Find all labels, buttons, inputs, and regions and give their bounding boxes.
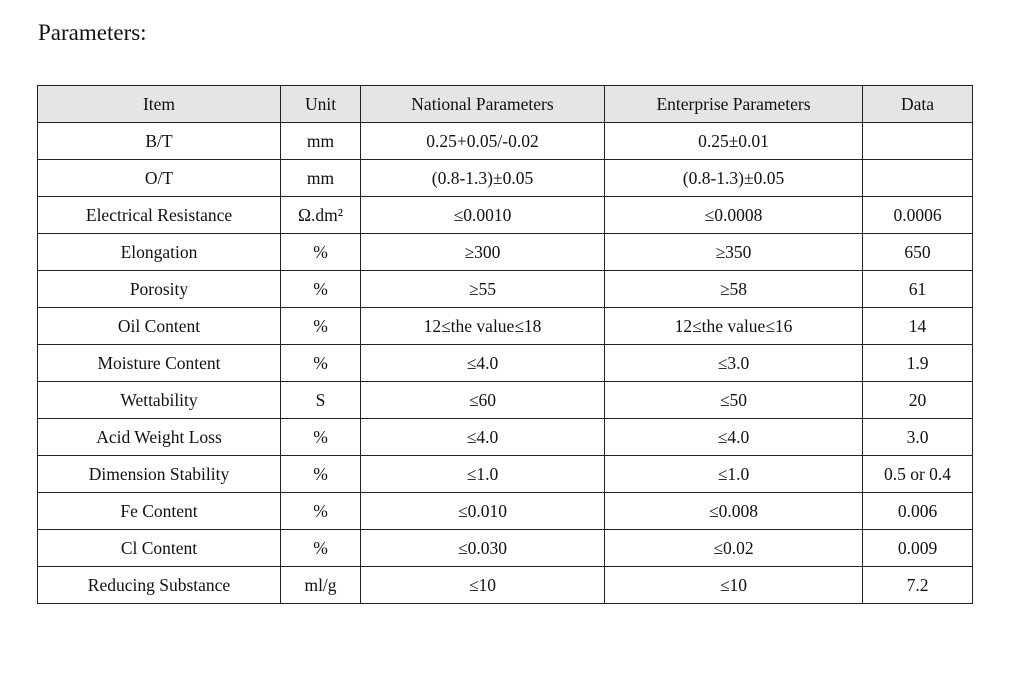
table-row	[38, 530, 973, 567]
cell-data: 20	[863, 382, 973, 419]
cell-enterprise: ≤0.02	[605, 530, 863, 567]
cell-enterprise: 12≤the value≤16	[605, 308, 863, 345]
header-data: Data	[863, 86, 973, 123]
cell-item: Moisture Content	[38, 345, 281, 382]
cell-data: 61	[863, 271, 973, 308]
cell-national: ≤0.0010	[361, 197, 605, 234]
cell-national: ≤4.0	[361, 345, 605, 382]
cell-enterprise: ≥58	[605, 271, 863, 308]
cell-unit: %	[281, 530, 361, 567]
cell-enterprise: (0.8-1.3)±0.05	[605, 160, 863, 197]
cell-enterprise: ≤3.0	[605, 345, 863, 382]
cell-data: 7.2	[863, 567, 973, 604]
cell-item: Dimension Stability	[38, 456, 281, 493]
cell-enterprise: ≤4.0	[605, 419, 863, 456]
cell-data: 650	[863, 234, 973, 271]
cell-enterprise: 0.25±0.01	[605, 123, 863, 160]
cell-item: Electrical Resistance	[38, 197, 281, 234]
cell-enterprise: ≥350	[605, 234, 863, 271]
cell-item: Wettability	[38, 382, 281, 419]
cell-item: Reducing Substance	[38, 567, 281, 604]
cell-unit: Ω.dm²	[281, 197, 361, 234]
cell-national: ≤0.030	[361, 530, 605, 567]
cell-item: O/T	[38, 160, 281, 197]
cell-national: ≤0.010	[361, 493, 605, 530]
parameters-table	[37, 85, 973, 604]
cell-unit: %	[281, 271, 361, 308]
cell-national: 12≤the value≤18	[361, 308, 605, 345]
table-row	[38, 197, 973, 234]
cell-item: Porosity	[38, 271, 281, 308]
cell-unit: %	[281, 419, 361, 456]
cell-national: 0.25+0.05/-0.02	[361, 123, 605, 160]
table-row	[38, 271, 973, 308]
cell-data: 0.009	[863, 530, 973, 567]
cell-unit: %	[281, 493, 361, 530]
cell-enterprise: ≤0.008	[605, 493, 863, 530]
cell-data: 0.0006	[863, 197, 973, 234]
cell-enterprise: ≤0.0008	[605, 197, 863, 234]
table-row	[38, 308, 973, 345]
header-unit: Unit	[281, 86, 361, 123]
table-row	[38, 382, 973, 419]
table-row	[38, 419, 973, 456]
table-row	[38, 234, 973, 271]
cell-national: (0.8-1.3)±0.05	[361, 160, 605, 197]
cell-unit: %	[281, 308, 361, 345]
cell-data	[863, 123, 973, 160]
cell-item: Fe Content	[38, 493, 281, 530]
table-row	[38, 123, 973, 160]
cell-data: 0.006	[863, 493, 973, 530]
cell-data	[863, 160, 973, 197]
cell-item: Elongation	[38, 234, 281, 271]
table-row	[38, 345, 973, 382]
cell-enterprise: ≤10	[605, 567, 863, 604]
cell-item: Oil Content	[38, 308, 281, 345]
table-row	[38, 456, 973, 493]
cell-data: 0.5 or 0.4	[863, 456, 973, 493]
cell-item: B/T	[38, 123, 281, 160]
page-heading: Parameters:	[38, 20, 147, 45]
cell-data: 1.9	[863, 345, 973, 382]
cell-unit: %	[281, 456, 361, 493]
header-row	[38, 86, 973, 123]
cell-enterprise: ≤1.0	[605, 456, 863, 493]
header-item: Item	[38, 86, 281, 123]
cell-unit: %	[281, 345, 361, 382]
cell-unit: %	[281, 234, 361, 271]
cell-data: 3.0	[863, 419, 973, 456]
cell-item: Acid Weight Loss	[38, 419, 281, 456]
cell-unit: S	[281, 382, 361, 419]
cell-national: ≥55	[361, 271, 605, 308]
cell-unit: mm	[281, 160, 361, 197]
table-row	[38, 493, 973, 530]
cell-national: ≥300	[361, 234, 605, 271]
cell-national: ≤4.0	[361, 419, 605, 456]
table-row	[38, 567, 973, 604]
cell-national: ≤10	[361, 567, 605, 604]
cell-data: 14	[863, 308, 973, 345]
cell-unit: mm	[281, 123, 361, 160]
cell-national: ≤60	[361, 382, 605, 419]
cell-national: ≤1.0	[361, 456, 605, 493]
cell-unit: ml/g	[281, 567, 361, 604]
header-national-parameters: National Parameters	[361, 86, 605, 123]
table-row	[38, 160, 973, 197]
header-enterprise-parameters: Enterprise Parameters	[605, 86, 863, 123]
cell-enterprise: ≤50	[605, 382, 863, 419]
cell-item: Cl Content	[38, 530, 281, 567]
